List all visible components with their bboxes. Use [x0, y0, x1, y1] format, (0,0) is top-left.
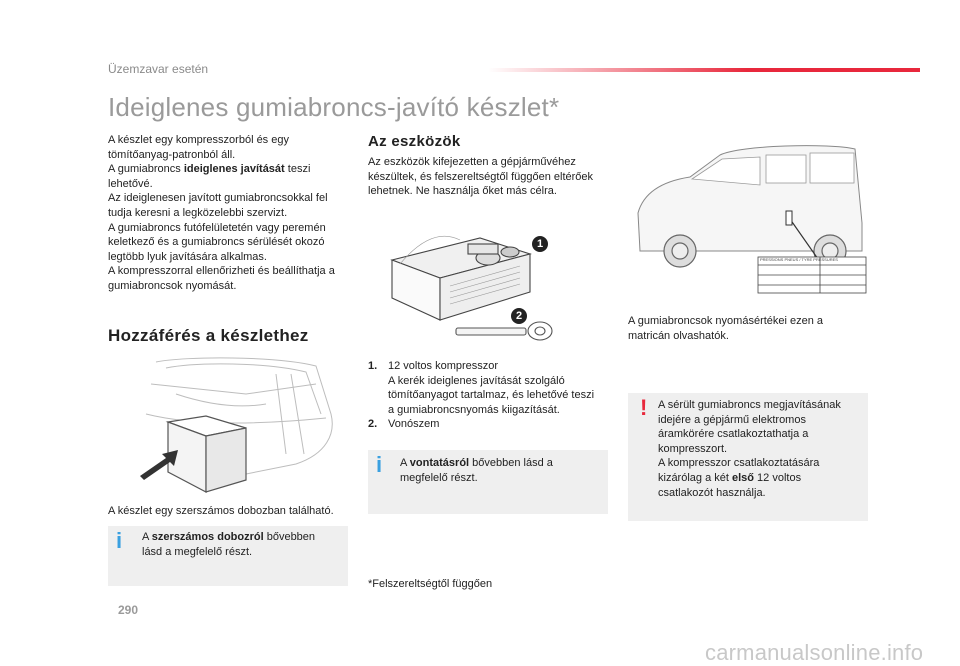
seat-toolbox-illustration [126, 354, 348, 498]
link-toolbox: szerszámos dobozról [151, 531, 264, 543]
info-text: A szerszámos dobozról bővebben lásd a megfelelő részt. [142, 531, 316, 558]
intro-line: A kompresszorral ellenőrizheti és beállíthatja a [108, 265, 335, 278]
list-item: 1. 12 voltos kompresszor A kerék ideiglenes javítását szolgáló tömítőanyagot tartalmaz, és lehetővé teszi a gumiabroncsnyomás kiigazítását. [368, 360, 595, 416]
info-box-toolbox [108, 526, 348, 586]
intro-line: tömítőanyag-patronból áll. [108, 148, 236, 161]
list-item: 2. Vonószem [368, 418, 440, 431]
warning-text: A sérült gumiabroncs megjavításának idejére a gépjármű elektromos áramkörére csatlakoztathatja a kompresszort. A kompresszor csatlakoztatására kizárólag a két első 12 voltos csatlakozót használja. [658, 399, 841, 499]
access-heading: Hozzáférés a készlethez [108, 326, 309, 345]
intro-line: legtöbb lyuk javítására alkalmas. [108, 250, 267, 263]
header-accent-bar [488, 68, 920, 72]
warning-icon: ! [640, 395, 648, 420]
callout-2-badge: 2 [511, 308, 527, 324]
section-label: Üzemzavar esetén [108, 62, 209, 76]
tools-description: Az eszközök kifejezetten a gépjárművéhez készültek, és felszereltségtől függően eltérőek lehetnek. Ne használja őket más célra. [368, 156, 594, 198]
warning-box [628, 393, 868, 521]
intro-line: keletkező és a gumiabroncs sérülését okozó [108, 236, 325, 249]
intro-line: gumiabroncsok nyomását. [108, 279, 237, 292]
intro-line: Az ideiglenesen javított gumiabroncsokkal fel [108, 192, 328, 205]
intro-line: tudja keresni a legközelebbi szervizt. [108, 206, 288, 219]
intro-bold: ideiglenes javítását [183, 163, 285, 176]
info-icon: i [116, 528, 123, 553]
intro-line: A gumiabroncs ideiglenes javítását teszi [108, 163, 311, 176]
access-caption: A készlet egy szerszámos dobozban található. [108, 505, 334, 517]
tools-heading: Az eszközök [368, 133, 461, 150]
sticker-heading: PRESSIONS PNEUS / TYRE PRESSURES [760, 257, 838, 262]
page-number: 290 [118, 603, 139, 617]
page-title: Ideiglenes gumiabroncs-javító készlet* [108, 92, 560, 122]
warning-bold: első [731, 471, 754, 484]
watermark: carmanualsonline.info [705, 640, 924, 665]
intro-line: A készlet egy kompresszorból és egy [108, 134, 289, 146]
info-icon: i [376, 452, 383, 477]
callout-1-badge: 1 [532, 236, 548, 252]
info-box-towing [368, 450, 608, 514]
van-pressure-label-illustration [630, 133, 870, 303]
intro-line: lehetővé. [108, 177, 153, 190]
intro-text [108, 133, 348, 294]
pressure-caption: A gumiabroncsok nyomásértékei ezen a matricán olvashatók. [628, 315, 824, 342]
intro-line: A gumiabroncs futófelületetén vagy peremén [108, 221, 326, 234]
link-towing: vontatásról [409, 457, 470, 469]
tools-list [368, 359, 613, 432]
info-text: A vontatásról bővebben lásd a megfelelő részt. [400, 457, 553, 484]
footnote: *Felszereltségtől függően [368, 578, 493, 590]
